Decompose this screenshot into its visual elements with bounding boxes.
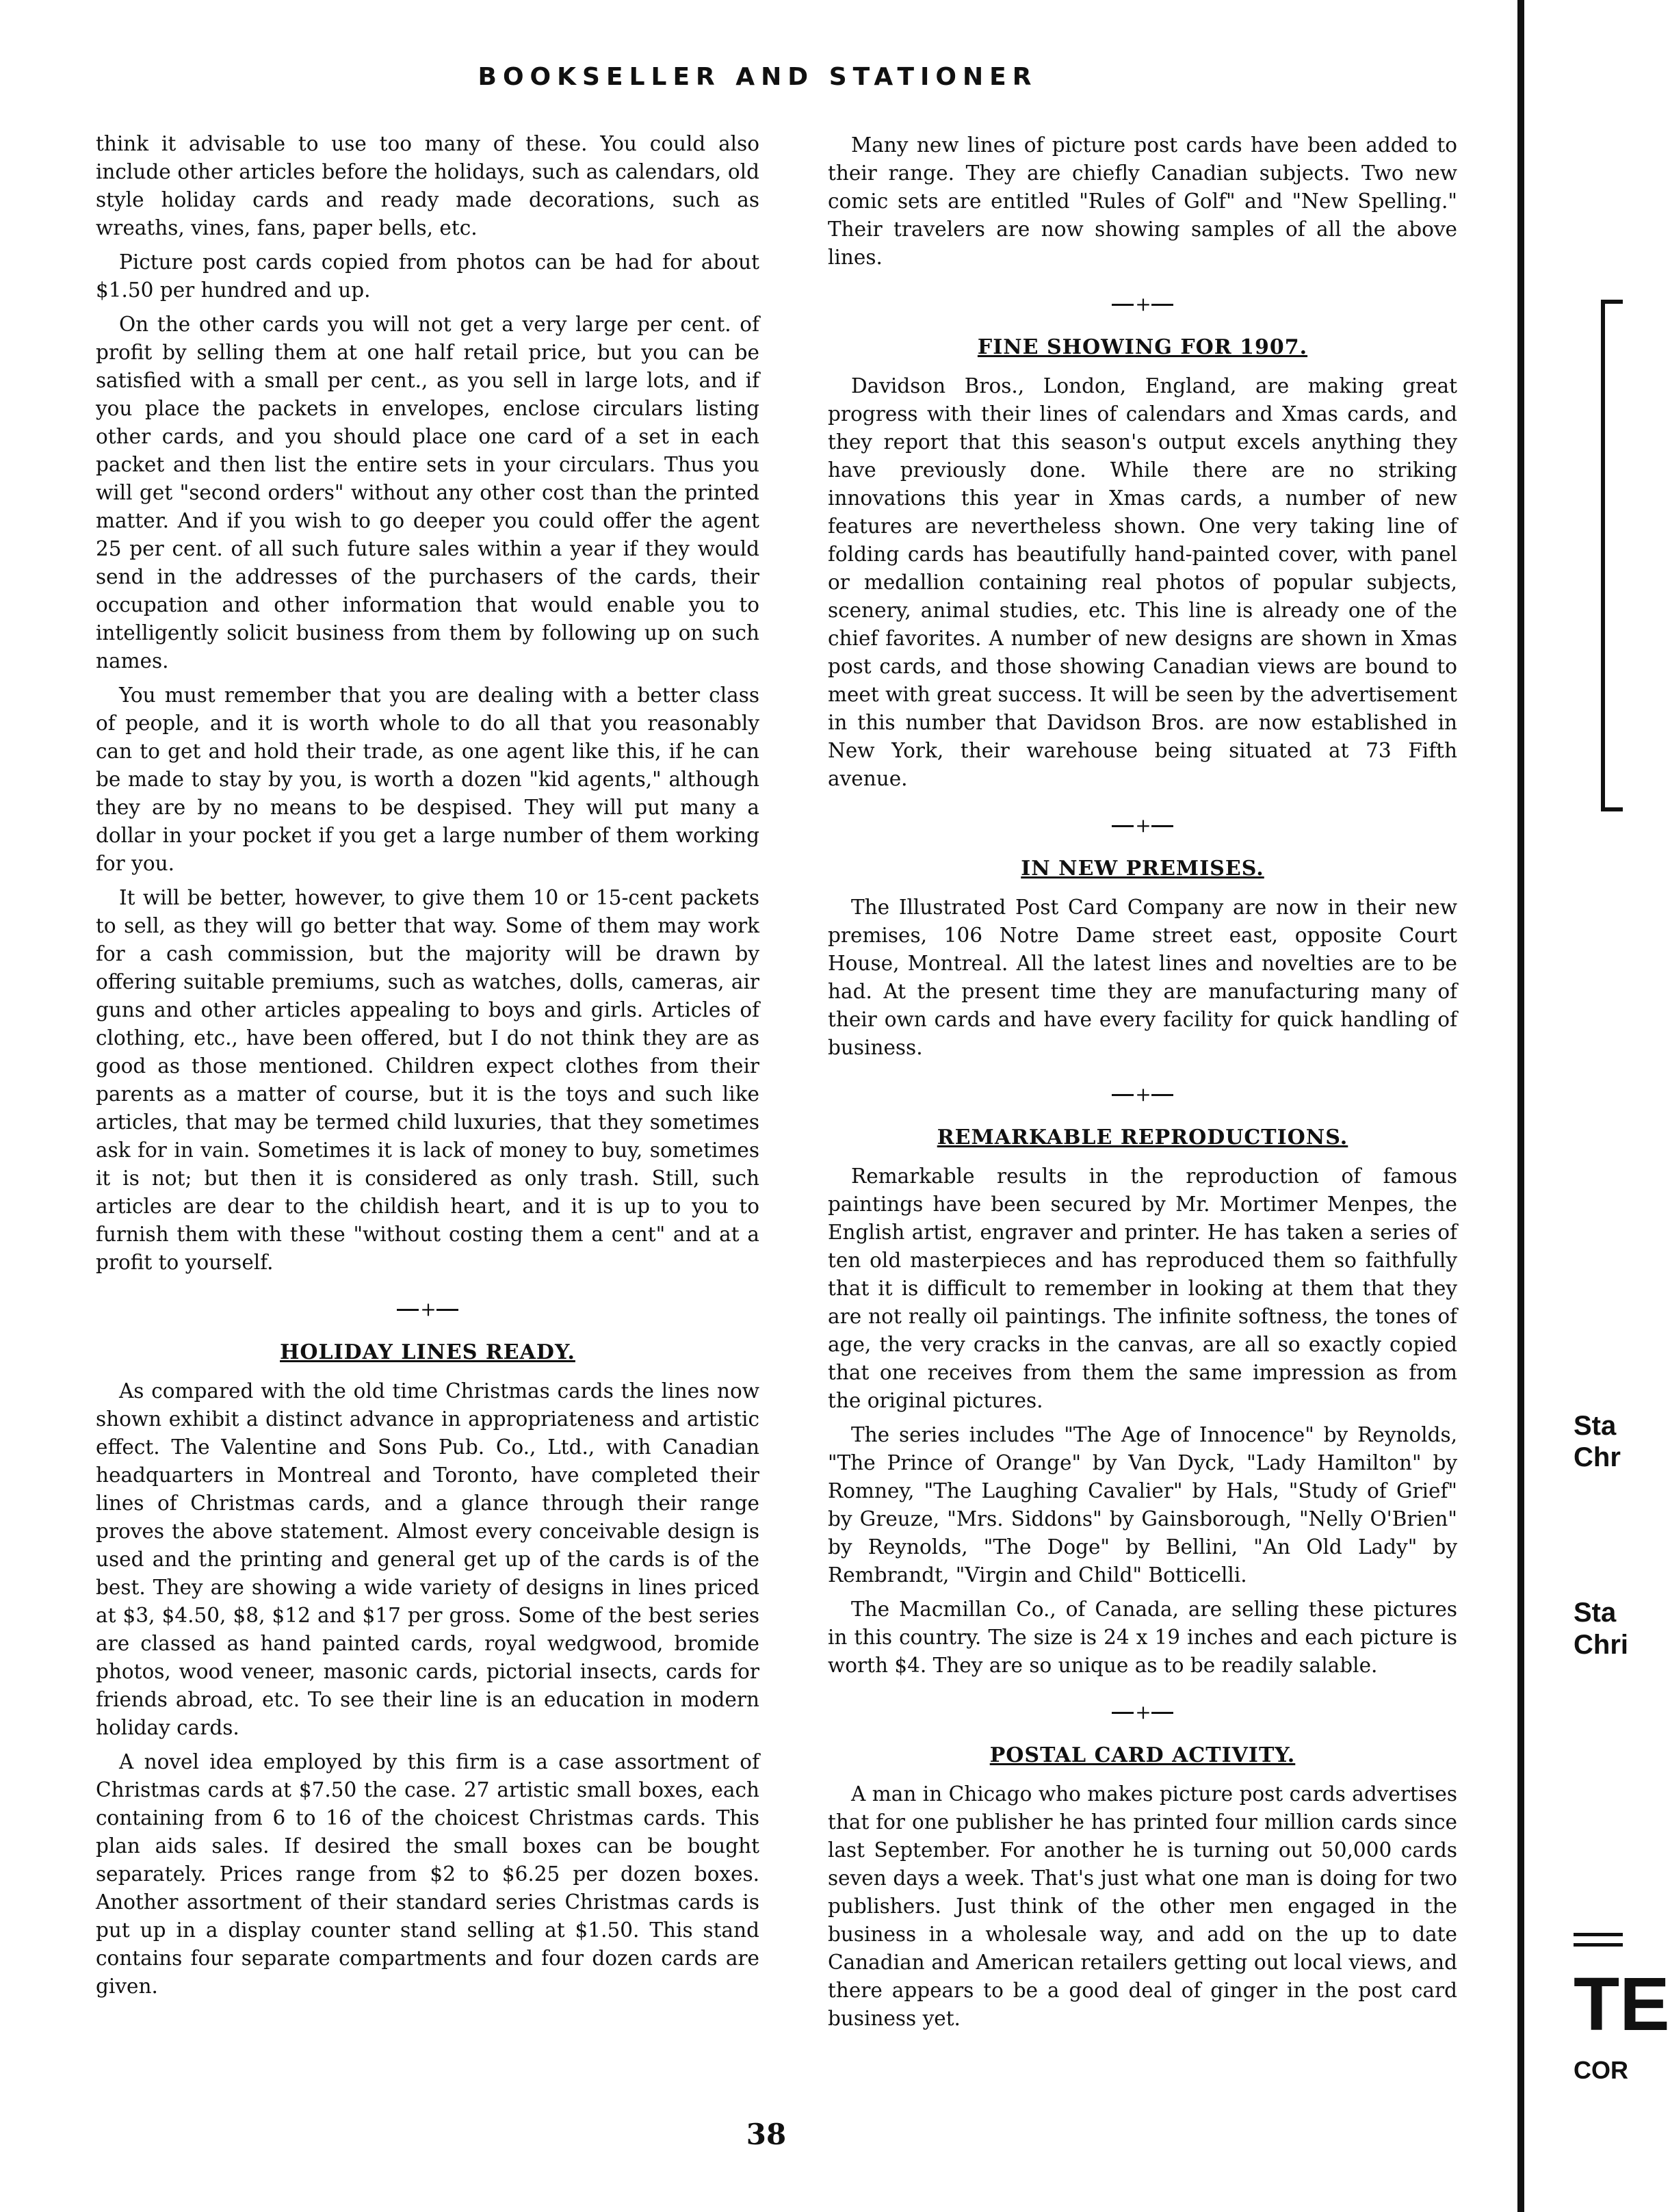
section-title-holiday: HOLIDAY LINES READY. [280, 1340, 575, 1364]
paragraph: Davidson Bros., London, England, are making great progress with their lines of calendars and Xmas cards, and they report that this season's output excels anything they have previously done. While there are no striking innovations this year in Xmas cards, a number of new features are nevertheless shown. One very taking line of folding cards has beautifully hand-painted cover, with panel or medallion containing real photos of popular subjects, scenery, animal studies, etc. This line is already one of the chief favorites. A number of new designs are shown in Xmas post cards, and those showing Canadian views are bound to meet with great success. It will be seen by the advertisement in this number that Davidson Bros. are now established in New York, their warehouse being situated at 73 Fifth avenue. [828, 374, 1457, 790]
running-head: BOOKSELLER AND STATIONER [478, 63, 1038, 91]
section-title-postal: POSTAL CARD ACTIVITY. [989, 1743, 1296, 1767]
page-edge-divider [1517, 0, 1524, 2212]
adjacent-page-frame [1601, 301, 1610, 807]
adjacent-page-rule [1574, 1933, 1623, 1936]
paragraph: A novel idea employed by this firm is a case assortment of Christmas cards at $7.50 the case. 27 artistic small boxes, each containing from 6 to 16 of the choicest Christmas cards. This plan aids sales. If desired the small boxes can be bought separately. Prices range from $2 to $6.25 per dozen boxes. Another assortment of their standard series Christmas cards is put up in a display counter stand selling at $1.50. This stand contains four separate compartments and four dozen cards are given. [96, 1750, 759, 1998]
paragraph: Many new lines of picture post cards have been added to their range. They are chiefly Canadian subjects. Two new comic sets are entitled "Rules of Golf" and "New Spelling." Their travelers are now showing samples of all the above lines. [828, 133, 1457, 269]
paragraph: The Macmillan Co., of Canada, are selling these pictures in this country. The size is 24 x 19 inches and each picture is worth $4. They are so unique as to be readily salable. [828, 1598, 1457, 1677]
adjacent-page-frame [1601, 807, 1623, 811]
paragraph: On the other cards you will not get a very large per cent. of profit by selling them at one half retail price, but you can be satisfied with a small per cent., as you sell in large lots, and if you place the packets in envelopes, enclose circulars listing other cards, and you should place one card of a set in each packet and then list the entire sets in your circulars. Thus you will get "second orders" without any other cost than the printed matter. And if you wish to go deeper you could offer the agent 25 per cent. of all such future sales within a year if they would send in the addresses of the purchasers of the cards, their occupation and other information that would enable you to intelligently solicit business from them by following up on such names. [96, 313, 759, 673]
page-number: 38 [746, 2118, 787, 2151]
left-column [96, 130, 759, 2007]
section-title-fine-showing: FINE SHOWING FOR 1907. [977, 335, 1308, 359]
paragraph: Picture post cards copied from photos can be had for about $1.50 per hundred and up. [96, 250, 759, 302]
adjacent-page-fragment: Chri [1574, 1630, 1628, 1660]
adjacent-page-fragment: Chr [1574, 1442, 1621, 1472]
paragraph: Remarkable results in the reproduction of famous paintings have been secured by Mr. Mortimer Menpes, the English artist, engraver and printer. He has taken a series of ten old masterpieces and has reproduced them so faithfully that it is difficult to remember in looking at them that they are not really oil paintings. The infinite softness, the tones of age, the very cracks in the canvas, are all so exactly copied that one receives from them the same impression as from the original pictures. [828, 1164, 1457, 1412]
section-title-new-premises: IN NEW PREMISES. [1021, 857, 1264, 881]
section-divider-ornament: + [828, 1080, 1457, 1108]
adjacent-page-fragment: Sta [1574, 1598, 1617, 1628]
section-divider-ornament: + [828, 289, 1457, 318]
paragraph: think it advisable to use too many of these. You could also include other articles before the holidays, such as calendars, old style holiday cards and ready made decorations, such as wreaths, vines, fans, paper bells, etc. [96, 132, 759, 239]
right-column [828, 131, 1457, 2039]
paragraph: The series includes "The Age of Innocence" by Reynolds, "The Prince of Orange" by Van Dyck, "Lady Hamilton" by Romney, "The Laughing Cavalier" by Hals, "Study of Grief" by Greuze, "Mrs. Siddons" by Gainsborough, "Nelly O'Brien" by Reynolds, "The Doge" by Bellini, "An Old Lady" by Rembrandt, "Virgin and Child" Botticelli. [828, 1423, 1457, 1587]
section-divider-ornament: + [828, 811, 1457, 840]
adjacent-page-fragment: TE [1574, 1962, 1670, 2046]
section-divider-ornament: + [828, 1697, 1457, 1726]
paragraph: As compared with the old time Christmas cards the lines now shown exhibit a distinct advance in appropriateness and artistic effect. The Valentine and Sons Pub. Co., Ltd., with Canadian headquarters in Montreal and Toronto, have completed their lines of Christmas cards, and a glance through their range proves the above statement. Almost every conceivable design is used and the printing and general get up of the cards is of the best. They are showing a wide variety of designs in lines priced at $3, $4.50, $8, $12 and $17 per gross. Some of the best series are classed as hand painted cards, royal wedgwood, bromide photos, wood veneer, masonic cards, pictorial insects, cards for friends abroad, etc. To see their line is an education in modern holiday cards. [96, 1379, 759, 1739]
paragraph: You must remember that you are dealing with a better class of people, and it is worth whole to do all that you reasonably can to get and hold their trade, as one agent like this, if he can be made to stay by you, is worth a dozen "kid agents," although they are by no means to be despised. They will put many a dollar in your pocket if you get a large number of them working for you. [96, 684, 759, 875]
paragraph: A man in Chicago who makes picture post cards advertises that for one publisher he has printed four million cards since last September. For another he is turning out 50,000 cards seven days a week. That's just what one man is doing for two publishers. Just think of the other men engaged in the business in a wholesale way, and add on the up to date Canadian and American retailers getting out local views, and there appears to be a good deal of ginger in the post card business yet. [828, 1782, 1457, 2030]
adjacent-page-fragment: COR [1574, 2056, 1628, 2084]
adjacent-page-rule [1574, 1943, 1623, 1947]
paragraph: It will be better, however, to give them 10 or 15-cent packets to sell, as they will go better that way. Some of them may work for a cash commission, but the majority will be drawn by offering suitable premiums, such as watches, dolls, cameras, air guns and other articles appealing to boys and girls. Articles of clothing, etc., have been offered, but I do not think they are as good as those mentioned. Children expect clothes from their parents as a matter of course, but it is the toys and such like articles, that may be termed child luxuries, that they sometimes ask for in vain. Sometimes it is lack of money to buy, sometimes it is not; but then it is considered as only trash. Still, such articles are dear to the childish heart, and it is up to you to furnish them with these "without costing them a cent" and at a profit to yourself. [96, 886, 759, 1274]
section-divider-ornament: + [96, 1294, 759, 1323]
section-title-reproductions: REMARKABLE REPRODUCTIONS. [937, 1125, 1348, 1149]
paragraph: The Illustrated Post Card Company are now in their new premises, 106 Notre Dame street east, opposite Court House, Montreal. All the latest lines and novelties are to be had. At the present time they are manufacturing many of their own cards and have every facility for quick handling of business. [828, 896, 1457, 1059]
adjacent-page-fragment: Sta [1574, 1411, 1617, 1441]
